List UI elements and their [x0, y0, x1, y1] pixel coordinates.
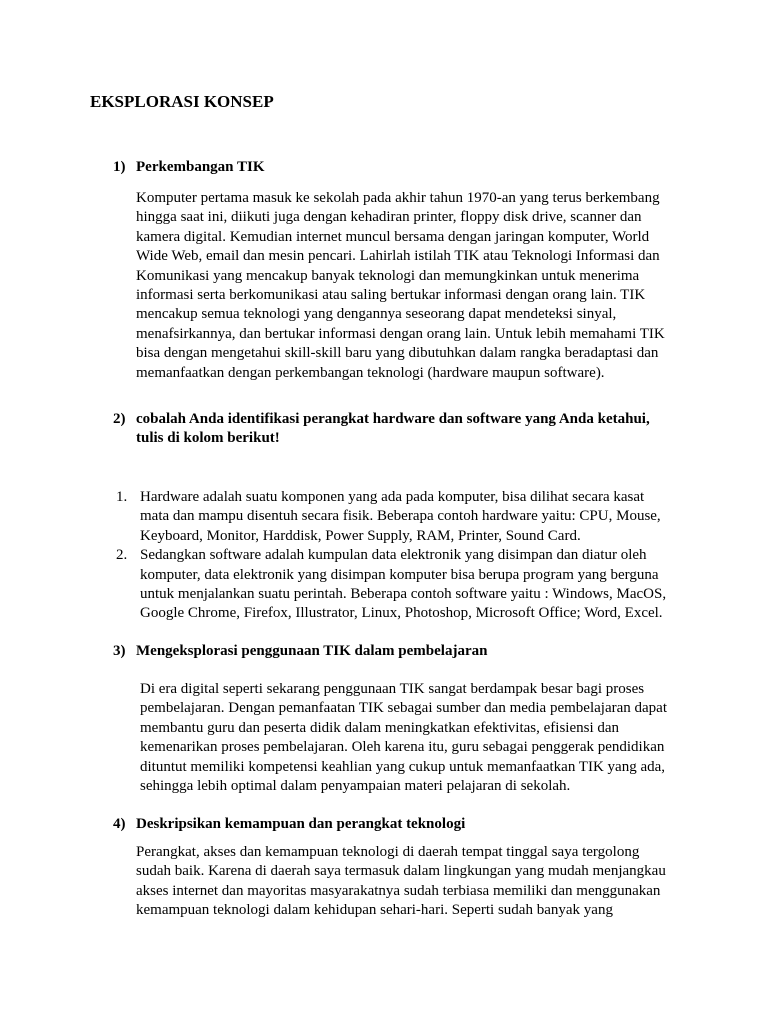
section-2-heading	[113, 410, 676, 449]
section-1-heading	[113, 158, 676, 177]
section-4-heading-text: Deskripsikan kemampuan dan perangkat teknologi	[136, 816, 466, 832]
section-3-heading-text: Mengeksplorasi penggunaan TIK dalam pembelajaran	[136, 643, 488, 659]
section-3-number: 3)	[113, 643, 126, 659]
list-item	[116, 488, 676, 546]
section-4-heading	[113, 815, 676, 834]
section-1-heading-text: Perkembangan TIK	[136, 159, 265, 175]
list-item-number: 1.	[116, 489, 128, 505]
section-1-paragraph: Komputer pertama masuk ke sekolah pada akhir tahun 1970-an yang terus berkembang hingga saat ini, diikuti juga dengan kehadiran printer, floppy disk drive, scanner dan kamera digital. Kemudian internet muncul bersama dengan jaringan komputer, World Wide Web, email dan mesin pencari. Lahirlah istilah TIK atau Teknologi Informasi dan Komunikasi yang mencakup banyak teknologi dan memungkinkan untuk menerima informasi serta berkomunikasi atau saling bertukar informasi dengan orang lain. TIK mencakup semua teknologi yang dengannya seseorang dapat mendeteksi sinyal, menafsirkannya, dan bertukar informasi dengan orang lain. Untuk lebih memahami TIK bisa dengan mengetahui skill-skill baru yang dibutuhkan dalam rangka beradaptasi dan memanfaatkan dengan perkembangan teknologi (hardware maupun software).	[136, 190, 665, 381]
hardware-software-list	[116, 488, 676, 624]
list-item	[116, 546, 676, 624]
section-4-paragraph: Perangkat, akses dan kemampuan teknologi di daerah tempat tinggal saya tergolong sudah baik. Karena di daerah saya termasuk dalam lingkungan yang mudah menjangkau akses internet dan mayoritas masyarakatnya sudah terbiasa memiliki dan menggunakan kemampuan teknologi dalam kehidupan sehari-hari. Seperti sudah banyak yang	[136, 844, 666, 919]
section-2-heading-text: cobalah Anda identifikasi perangkat hardware dan software yang Anda ketahui, tulis di kolom berikut!	[136, 411, 650, 447]
section-3-paragraph: Di era digital seperti sekarang penggunaan TIK sangat berdampak besar bagi proses pembelajaran. Dengan pemanfaatan TIK sebagai sumber dan media pembelajaran dapat membantu guru dan peserta didik dalam meningkatkan efektivitas, efisiensi dan kemenarikan proses pembelajaran. Oleh karena itu, guru sebagai penggerak pendidikan dituntut memiliki kompetensi keahlian yang cukup untuk memanfaatkan TIK yang ada, sehingga lebih optimal dalam penyampaian materi pelajaran di sekolah.	[140, 681, 667, 795]
list-item-number: 2.	[116, 547, 128, 564]
list-item-text: Hardware adalah suatu komponen yang ada pada komputer, bisa dilihat secara kasat mata dan mampu disentuh secara fisik. Beberapa contoh hardware yaitu: CPU, Mouse, Keyboard, Monitor, Harddisk, Power Supply, RAM, Printer, Sound Card.	[140, 489, 661, 544]
section-4-number: 4)	[113, 816, 126, 832]
document-title: EKSPLORASI KONSEP	[90, 92, 274, 111]
section-2-number: 2)	[113, 411, 126, 427]
section-1-number: 1)	[113, 159, 126, 175]
section-3-heading	[113, 642, 676, 661]
list-item-text: Sedangkan software adalah kumpulan data elektronik yang disimpan dan diatur oleh komputer, data elektronik yang disimpan komputer bisa berupa program yang berguna untuk menjalankan suatu perintah. Beberapa contoh software yaitu : Windows, MacOS, Google Chrome, Firefox, Illustrator, Linux, Photoshop, Microsoft Office; Word, Excel.	[140, 547, 667, 622]
